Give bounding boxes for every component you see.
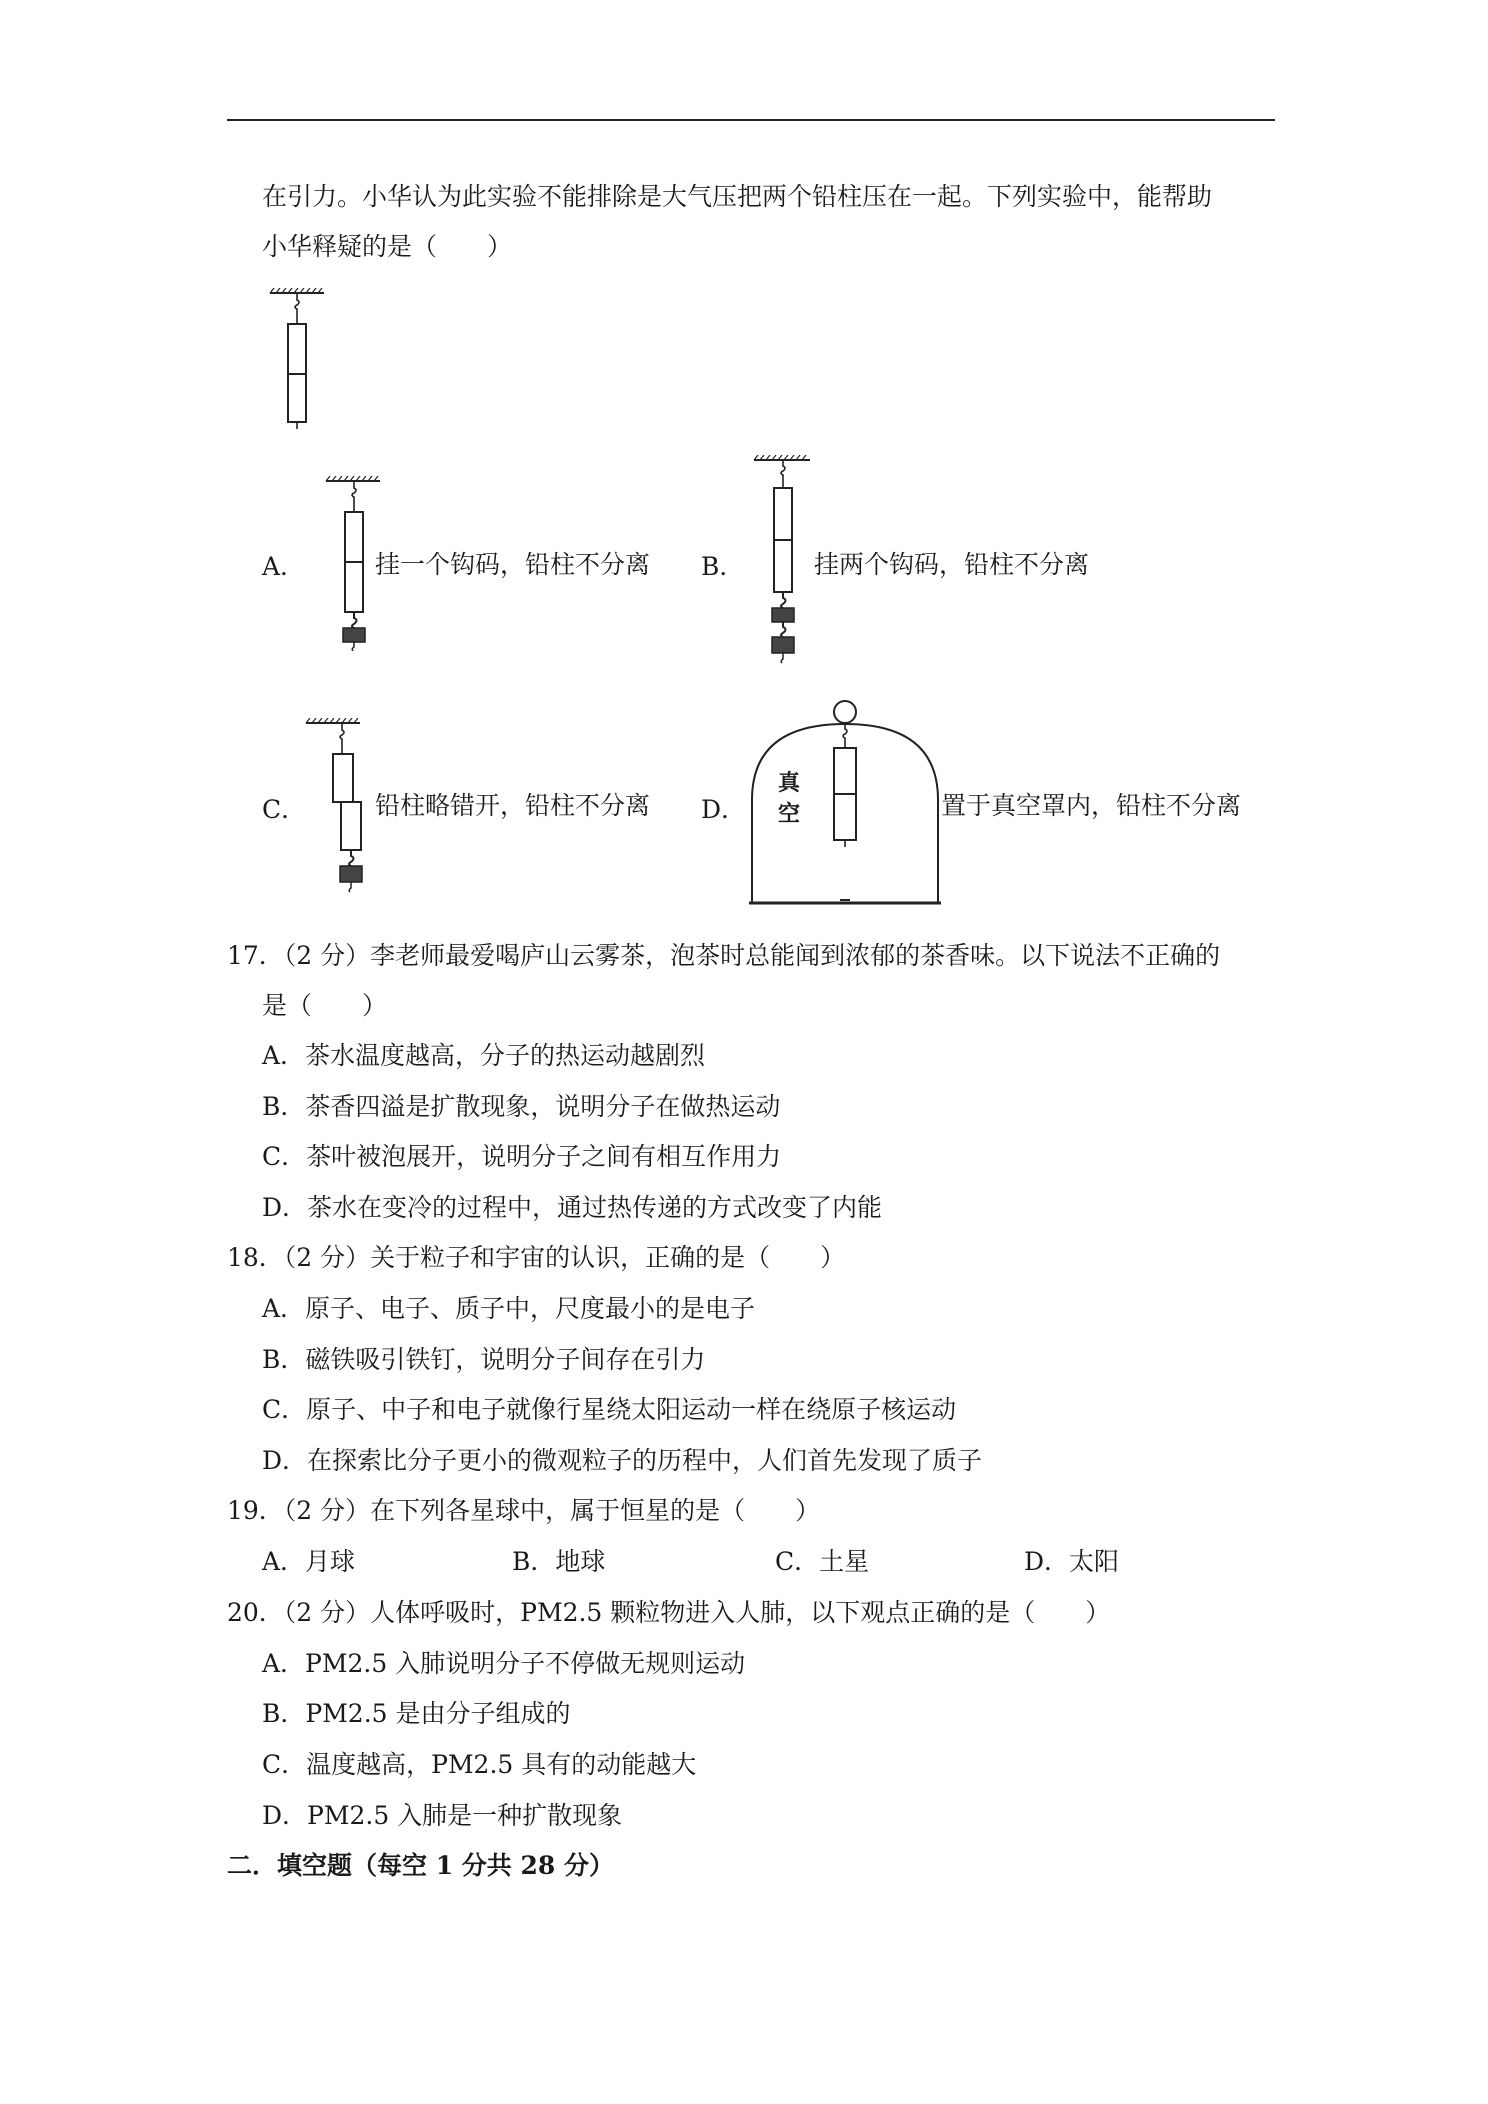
q18-option-d: D．在探索比分子更小的微观粒子的历程中，人们首先发现了质子 (262, 1446, 983, 1475)
q20-stem: 20．（2 分）人体呼吸时，PM2.5 颗粒物进入人肺，以下观点正确的是（ ） (227, 1598, 1111, 1627)
q17-option-b: B．茶香四溢是扩散现象，说明分子在做热运动 (262, 1092, 781, 1121)
vacuum-bell-jar-figure (745, 700, 945, 910)
q18-option-a: A．原子、电子、质子中，尺度最小的是电子 (262, 1294, 756, 1323)
q16-option-d-text: 置于真空罩内，铅柱不分离 (941, 791, 1242, 820)
q18-option-c: C．原子、中子和电子就像行星绕太阳运动一样在绕原子核运动 (262, 1395, 957, 1424)
q20-option-b: B．PM2.5 是由分子组成的 (262, 1699, 571, 1728)
q17-option-d: D．茶水在变冷的过程中，通过热传递的方式改变了内能 (262, 1193, 883, 1222)
q17-option-c: C．茶叶被泡展开，说明分子之间有相互作用力 (262, 1142, 782, 1171)
q16-option-d-letter: D． (701, 795, 747, 824)
offset-cylinders-figure (304, 718, 378, 898)
q17-stem-line1: 17．（2 分）李老师最爱喝庐山云雾茶，泡茶时总能闻到浓郁的茶香味。以下说法不正确的 (227, 941, 1221, 970)
q19-option-c: C．土星 (775, 1547, 870, 1576)
q17-stem-line2: 是（ ） (262, 991, 388, 1020)
q19-option-a: A．月球 (262, 1547, 356, 1576)
vacuum-label-top: 真 (777, 771, 801, 796)
q16-option-c-letter: C． (262, 795, 307, 824)
q20-option-c: C．温度越高，PM2.5 具有的动能越大 (262, 1750, 697, 1779)
q16-option-a-text: 挂一个钩码，铅柱不分离 (375, 550, 651, 579)
q18-option-b: B．磁铁吸引铁钉，说明分子间存在引力 (262, 1345, 706, 1374)
q19-stem: 19．（2 分）在下列各星球中，属于恒星的是（ ） (227, 1496, 821, 1525)
q16-option-b-text: 挂两个钩码，铅柱不分离 (814, 550, 1090, 579)
q16-stem-line2: 小华释疑的是（ ） (262, 232, 513, 261)
q16-stem-line1: 在引力。小华认为此实验不能排除是大气压把两个铅柱压在一起。下列实验中，能帮助 (262, 182, 1213, 211)
q16-option-c-text: 铅柱略错开，铅柱不分离 (375, 791, 651, 820)
q18-stem: 18．（2 分）关于粒子和宇宙的认识，正确的是（ ） (227, 1243, 846, 1272)
q19-option-b: B．地球 (512, 1547, 606, 1576)
q17-option-a: A．茶水温度越高，分子的热运动越剧烈 (262, 1041, 706, 1070)
section-heading-fill-in-blank: 二．填空题（每空 1 分共 28 分） (227, 1851, 615, 1880)
q20-option-a: A．PM2.5 入肺说明分子不停做无规则运动 (262, 1649, 746, 1678)
q19-option-d: D．太阳 (1024, 1547, 1120, 1576)
q16-option-b-letter: B． (701, 552, 745, 581)
vacuum-label-bottom: 空 (777, 802, 801, 827)
q16-option-a-letter: A． (262, 552, 306, 581)
two-hook-weights-figure (752, 455, 814, 669)
header-rule (227, 119, 1275, 121)
q20-option-d: D．PM2.5 入肺是一种扩散现象 (262, 1801, 623, 1830)
lead-cylinders-figure (268, 288, 328, 430)
